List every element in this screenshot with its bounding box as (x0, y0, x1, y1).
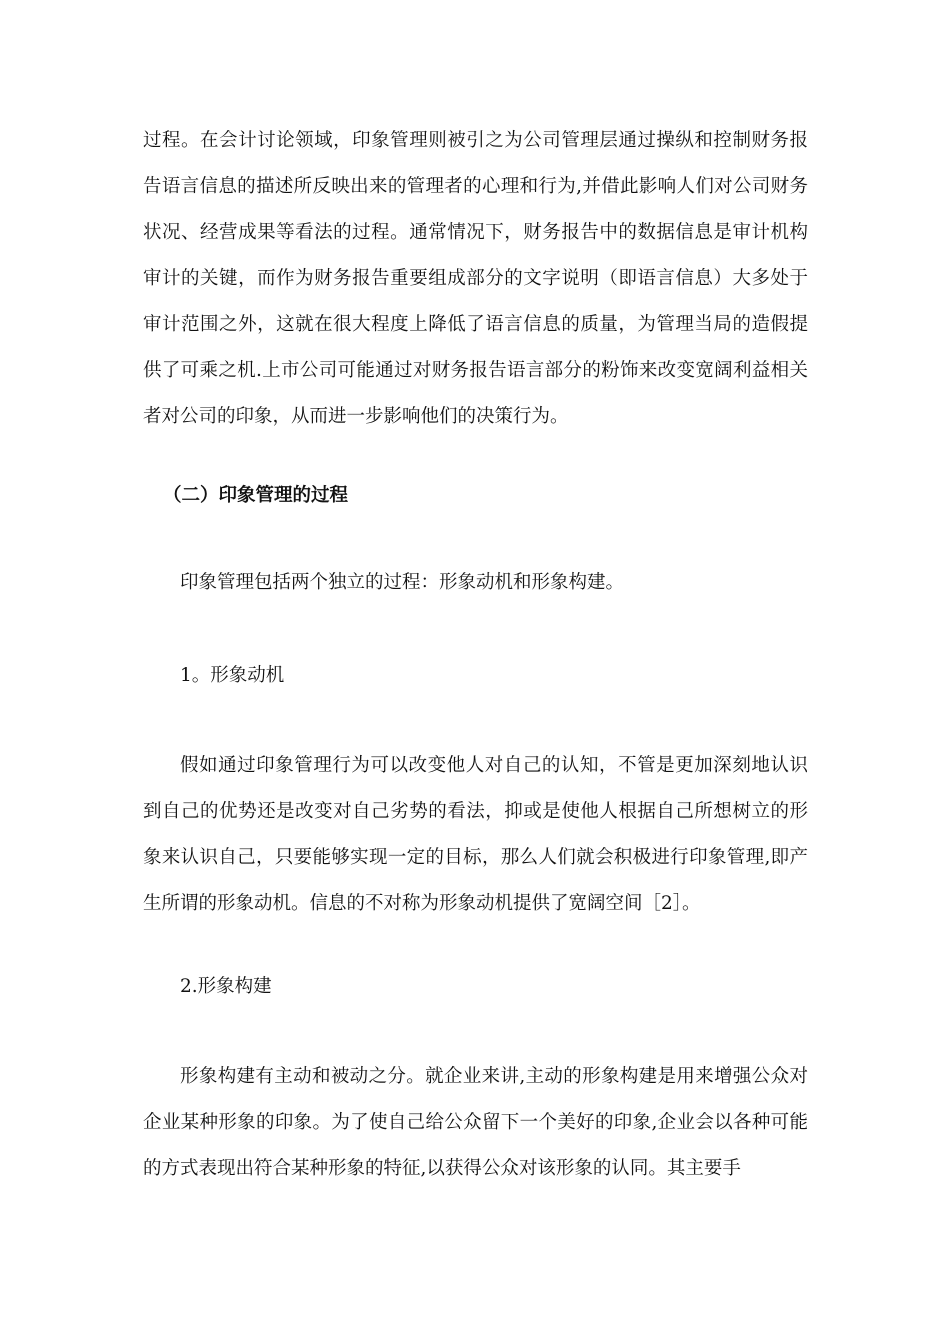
subheading-image-construction: 2.形象构建 (180, 976, 272, 997)
subheading-image-motivation: 1。形象动机 (180, 665, 285, 686)
paragraph-image-motivation: 假如通过印象管理行为可以改变他人对自己的认知，不管是更加深刻地认识到自己的优势还是改变对自己劣势的看法，抑或是使他人根据自己所想树立的形象来认识自己，只要能够实现一定的目标，那么人们就会积极进行印象管理,即产生所谓的形象动机。信息的不对称为形象动机提供了宽阔空间［2］。 (143, 755, 808, 914)
section-heading: （二）印象管理的过程 (163, 485, 349, 506)
paragraph-two-processes: 印象管理包括两个独立的过程：形象动机和形象构建。 (180, 572, 625, 593)
paragraph-impression-management-accounting: 过程。在会计讨论领域，印象管理则被引之为公司管理层通过操纵和控制财务报告语言信息的描述所反映出来的管理者的心理和行为,并借此影响人们对公司财务状况、经营成果等看法的过程。通常情况下，财务报告中的数据信息是审计机构审计的关键，而作为财务报告重要组成部分的文字说明（即语言信息）大多处于审计范围之外，这就在很大程度上降低了语言信息的质量，为管理当局的造假提供了可乘之机.上市公司可能通过对财务报告语言部分的粉饰来改变宽阔利益相关者对公司的印象，从而进一步影响他们的决策行为。 (143, 130, 808, 427)
paragraph-image-construction: 形象构建有主动和被动之分。就企业来讲,主动的形象构建是用来增强公众对企业某种形象的印象。为了使自己给公众留下一个美好的印象,企业会以各种可能的方式表现出符合某种形象的特征,以获得公众对该形象的认同。其主要手 (143, 1066, 808, 1179)
